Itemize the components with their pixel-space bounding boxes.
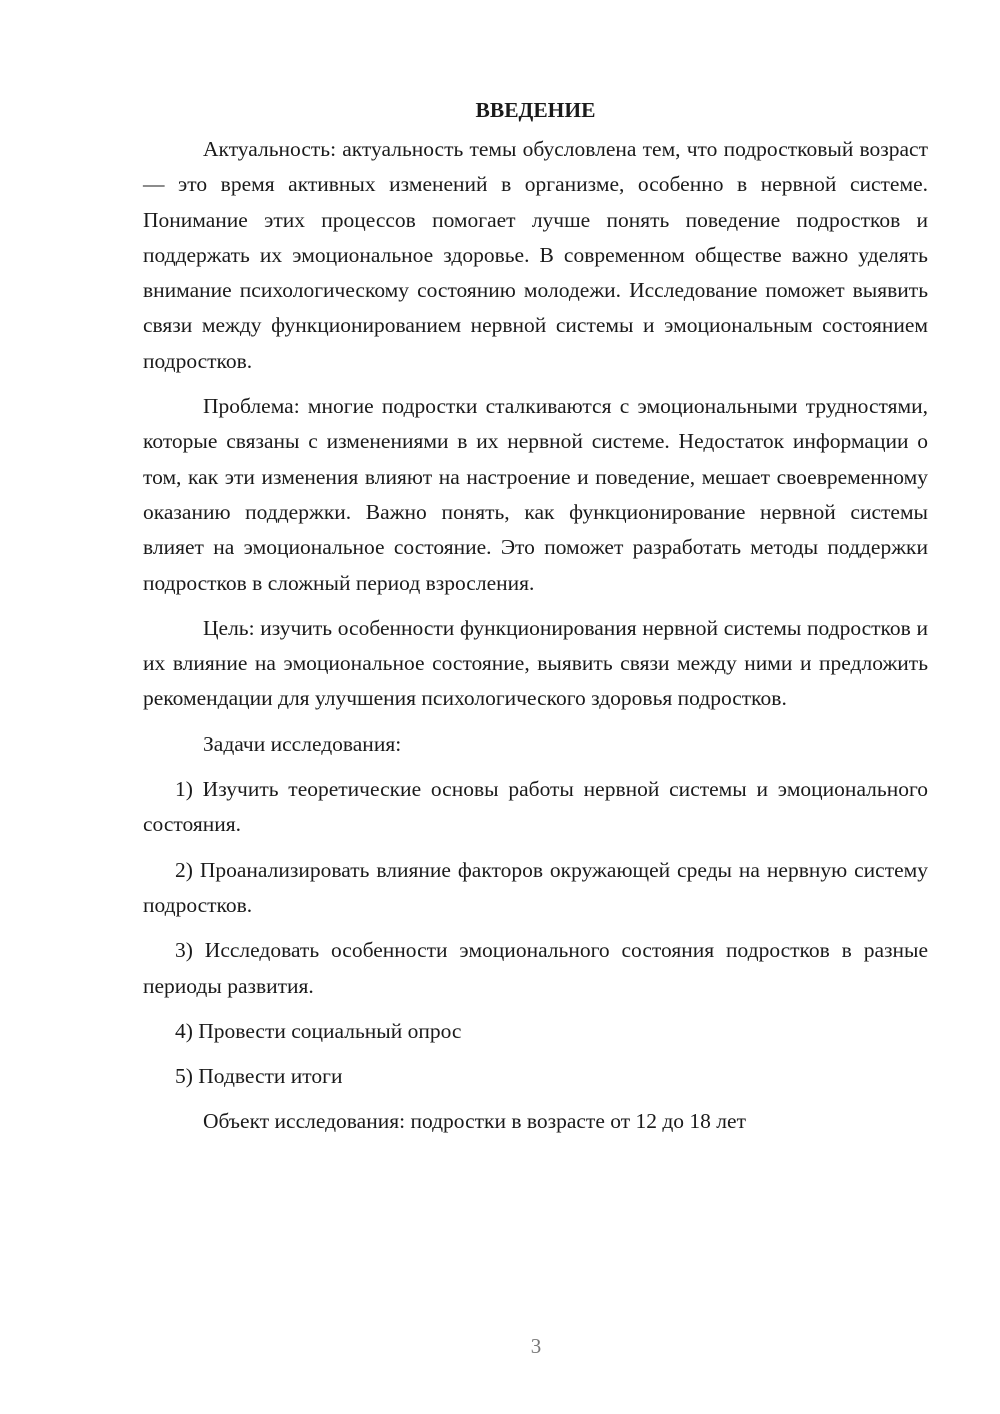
tasks-heading: Задачи исследования: [203,731,402,756]
task-item: 5) Подвести итоги [175,1064,343,1089]
task-item: 4) Провести социальный опрос [175,1018,462,1043]
task-item: 2) Проанализировать влияние факторов окружающей среды на нервную систему подростков. [143,857,928,917]
page-number: 3 [530,1334,542,1358]
object-paragraph: Объект исследования: подростки в возрасте от 12 до 18 лет [203,1109,746,1134]
task-item: 1) Изучить теоретические основы работы нервной системы и эмоционального состояния. [143,777,928,837]
problem-paragraph: Проблема: многие подростки сталкиваются с эмоциональными трудностями, которые связаны с изменениями в их нервной системе. Недостаток информации о том, как эти изменения влияют на настроение и поведение, мешает своевременному оказанию поддержки. Важно понять, как функционирование нервной системы влияет на эмоциональное состояние. Это поможет разработать методы поддержки подростков в сложный период взросления. [143,394,928,595]
document-page [143,92,928,1150]
task-item: 3) Исследовать особенности эмоционального состояния подростков в разные периоды развития. [143,938,928,998]
goal-paragraph: Цель: изучить особенности функционирования нервной системы подростков и их влияние на эмоциональное состояние, выявить связи между ними и предложить рекомендации для улучшения психологического здоровья подростков. [143,615,928,711]
relevance-paragraph: Актуальность: актуальность темы обусловлена тем, что подростковый возраст — это время активных изменений в организме, особенно в нервной системе. Понимание этих процессов помогает лучше понять поведение подростков и поддержать их эмоциональное здоровье. В современном обществе важно уделять внимание психологическому состоянию молодежи. Исследование поможет выявить связи между функционированием нервной системы и эмоциональным состоянием подростков. [143,137,928,373]
section-heading: ВВЕДЕНИЕ [475,98,596,122]
